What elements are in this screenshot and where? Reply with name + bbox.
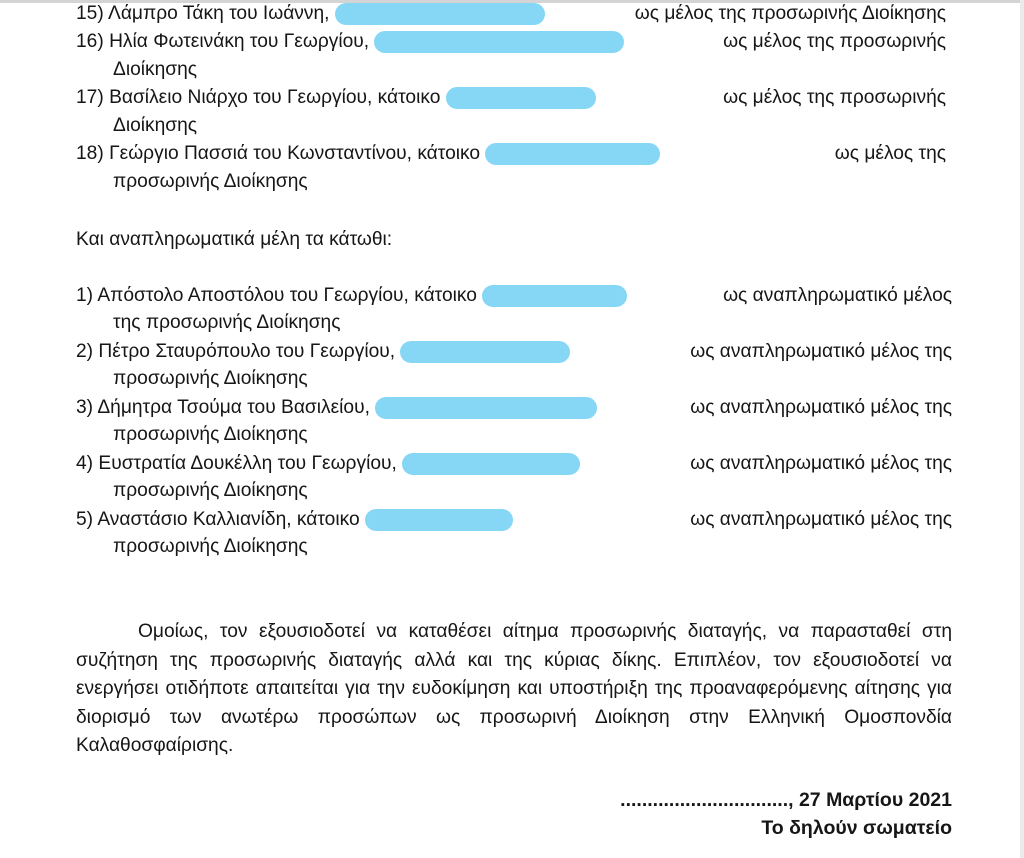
list-item xyxy=(76,142,946,166)
member-role: ως αναπληρωματικό μέλος xyxy=(723,285,952,306)
member-name: Δήμητρα Τσούμα του Βασιλείου, xyxy=(97,397,370,418)
redaction-mark xyxy=(365,509,513,531)
redaction-mark xyxy=(400,341,570,363)
signature-date: ..............................., 27 Μαρτίου 2021 xyxy=(620,789,952,811)
list-item-continuation: προσωρινής Διοίκησης xyxy=(113,424,308,445)
member-role: ως μέλος της προσωρινής xyxy=(723,87,946,108)
list-item xyxy=(76,508,952,532)
member-role: ως μέλος της προσωρινής xyxy=(723,31,946,52)
item-number: 2) xyxy=(76,341,94,362)
list-item xyxy=(76,2,946,26)
item-number: 17) xyxy=(76,87,104,108)
member-name: Αναστάσιο Καλλιανίδη, κάτοικο xyxy=(97,509,360,530)
member-name: Λάμπρο Τάκη του Ιωάννη, xyxy=(108,3,330,24)
section-heading: Και αναπληρωματικά μέλη τα κάτωθι: xyxy=(76,229,393,250)
item-number: 1) xyxy=(76,285,94,306)
item-number: 15) xyxy=(76,3,104,24)
item-number: 16) xyxy=(76,31,104,52)
member-name: Πέτρο Σταυρόπουλο του Γεωργίου, xyxy=(98,341,396,362)
redaction-mark xyxy=(375,397,597,419)
list-item-continuation: Διοίκησης xyxy=(113,59,198,80)
redaction-mark xyxy=(374,31,624,53)
member-role: ως αναπληρωματικό μέλος της xyxy=(690,509,952,530)
redaction-mark xyxy=(485,143,660,165)
redaction-mark xyxy=(402,453,580,475)
list-item-continuation: προσωρινής Διοίκησης xyxy=(113,536,308,557)
signature-signers: Το δηλούν σωματείο xyxy=(761,817,952,839)
list-item-continuation: προσωρινής Διοίκησης xyxy=(113,368,308,389)
list-item xyxy=(76,284,952,308)
list-item-continuation: προσωρινής Διοίκησης xyxy=(113,171,308,192)
list-item xyxy=(76,340,952,364)
member-name: Βασίλειο Νιάρχο του Γεωργίου, κάτοικο xyxy=(109,87,441,108)
redaction-mark xyxy=(482,285,627,307)
member-role: ως αναπληρωματικό μέλος της xyxy=(690,453,952,474)
item-number: 4) xyxy=(76,453,94,474)
list-item xyxy=(76,396,952,420)
list-item-continuation: προσωρινής Διοίκησης xyxy=(113,480,308,501)
member-role: ως αναπληρωματικό μέλος της xyxy=(690,341,952,362)
member-name: Απόστολο Αποστόλου του Γεωργίου, κάτοικο xyxy=(97,285,477,306)
list-item-continuation: Διοίκησης xyxy=(113,115,198,136)
paragraph-text: Ομοίως, τον εξουσιοδοτεί να καταθέσει αίτημα προσωρινής διαταγής, να παρασταθεί στη συζήτηση της προσωρινής διαταγής αλλά και της κύριας δίκης. Επιπλέον, τον εξουσιοδοτεί να ενεργήσει οτιδήποτε απαιτείται για την ευδοκίμηση και υποστήριξη της προαναφερόμενης αίτησης για διορισμό των ανωτέρω προσώπων ως προσωρινή Διοίκηση στην Ελληνική Ομοσπονδία Καλαθοσφαίρισης. xyxy=(76,621,952,757)
member-name: Γεώργιο Πασσιά του Κωνσταντίνου, κάτοικο xyxy=(109,143,481,164)
list-item-continuation: της προσωρινής Διοίκησης xyxy=(113,312,341,333)
redaction-mark xyxy=(446,87,596,109)
redaction-mark xyxy=(335,3,545,25)
item-number: 18) xyxy=(76,143,104,164)
member-role: ως μέλος της προσωρινής Διοίκησης xyxy=(634,3,946,24)
item-number: 5) xyxy=(76,509,94,530)
authorization-paragraph xyxy=(76,618,952,761)
member-role: ως μέλος της xyxy=(834,143,946,164)
list-item xyxy=(76,452,952,476)
member-name: Ηλία Φωτεινάκη του Γεωργίου, xyxy=(109,31,370,52)
member-role: ως αναπληρωματικό μέλος της xyxy=(690,397,952,418)
list-item xyxy=(76,30,946,54)
item-number: 3) xyxy=(76,397,94,418)
member-name: Ευστρατία Δουκέλλη του Γεωργίου, xyxy=(98,453,397,474)
list-item xyxy=(76,86,946,110)
